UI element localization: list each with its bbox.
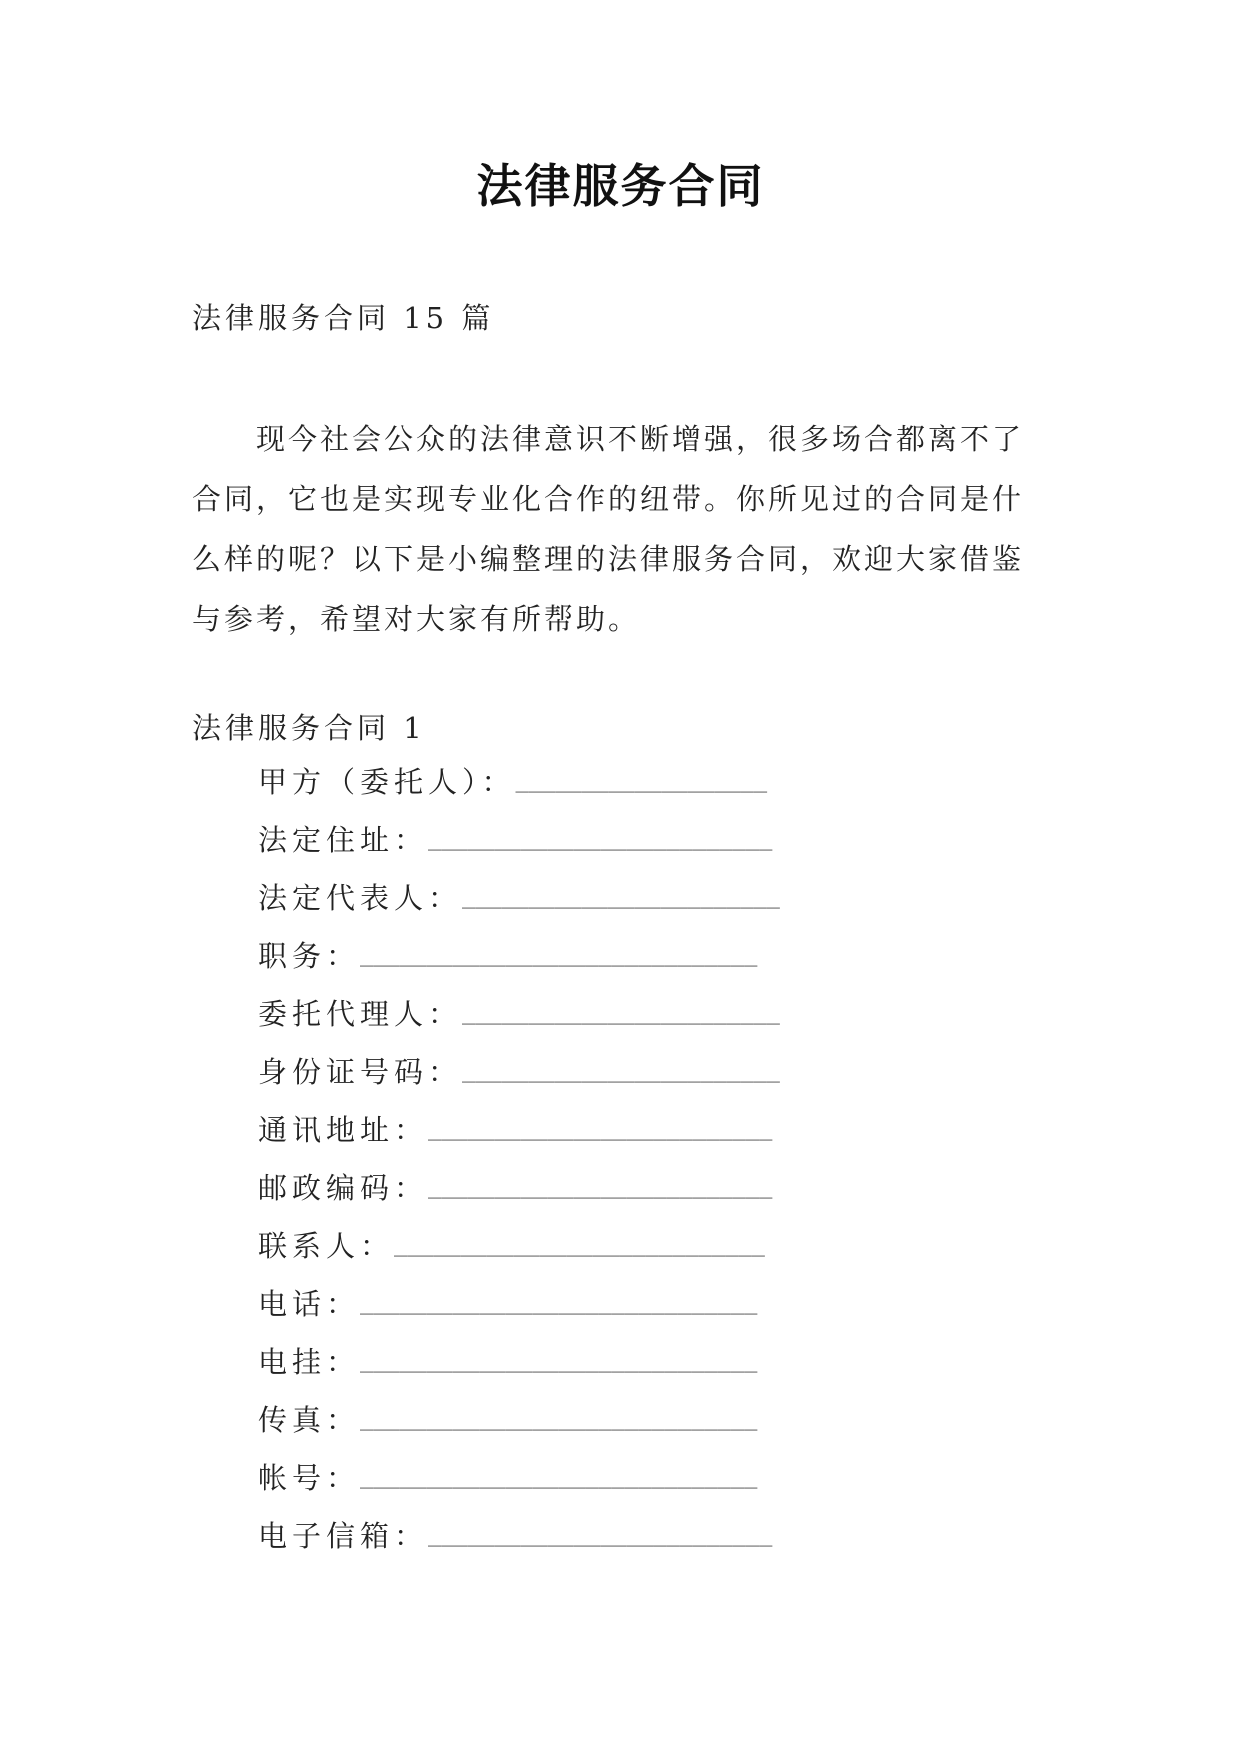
field-label: 通讯地址：: [258, 1113, 429, 1147]
field-label: 职务：: [258, 939, 361, 973]
field-row-legal-representative: [258, 876, 780, 934]
field-row-mailing-address: [258, 1108, 780, 1166]
field-label: 帐号：: [258, 1461, 361, 1495]
field-blank-line: __________________________: [428, 1522, 773, 1547]
field-label: 法定住址：: [258, 823, 429, 857]
field-label: 委托代理人：: [258, 997, 463, 1031]
field-row-fax: [258, 1398, 780, 1456]
field-blank-line: ______________________________: [360, 1406, 758, 1431]
field-blank-line: ___________________: [515, 768, 768, 793]
field-blank-line: ______________________________: [360, 1464, 758, 1489]
field-blank-line: ________________________: [462, 884, 780, 909]
section-heading: 法律服务合同 1: [192, 711, 426, 745]
field-label: 法定代表人：: [258, 881, 463, 915]
field-blank-line: ______________________________: [360, 1348, 758, 1373]
document-title: 法律服务合同: [476, 159, 765, 213]
intro-paragraph: 现今社会公众的法律意识不断增强，很多场合都离不了合同，它也是实现专业化合作的纽带。你所见过的合同是什么样的呢？以下是小编整理的法律服务合同，欢迎大家借鉴与参考，希望对大家有所帮助。: [192, 422, 1025, 636]
field-row-account-number: [258, 1456, 780, 1514]
field-blank-line: ______________________________: [360, 1290, 758, 1315]
field-blank-line: __________________________: [428, 826, 773, 851]
document-subtitle: 法律服务合同 15 篇: [192, 301, 495, 335]
field-row-postal-code: [258, 1166, 780, 1224]
field-label: 电挂：: [258, 1345, 361, 1379]
field-label: 邮政编码：: [258, 1171, 429, 1205]
field-blank-line: ______________________________: [360, 942, 758, 967]
field-label: 甲方（委托人）：: [258, 765, 516, 799]
field-label: 传真：: [258, 1403, 361, 1437]
field-row-authorized-agent: [258, 992, 780, 1050]
field-label: 电子信箱：: [258, 1519, 429, 1553]
field-row-phone: [258, 1282, 780, 1340]
field-row-legal-address: [258, 818, 780, 876]
field-label: 电话：: [258, 1287, 361, 1321]
field-row-email: [258, 1514, 780, 1572]
field-row-id-number: [258, 1050, 780, 1108]
field-label: 联系人：: [258, 1229, 395, 1263]
field-row-telegraph: [258, 1340, 780, 1398]
party-a-field-list: [258, 760, 780, 1572]
field-row-client: [258, 760, 780, 818]
field-blank-line: ____________________________: [394, 1232, 765, 1257]
field-label: 身份证号码：: [258, 1055, 463, 1089]
field-row-position: [258, 934, 780, 992]
field-blank-line: __________________________: [428, 1116, 773, 1141]
field-blank-line: ________________________: [462, 1058, 780, 1083]
field-blank-line: __________________________: [428, 1174, 773, 1199]
field-row-contact-person: [258, 1224, 780, 1282]
field-blank-line: ________________________: [462, 1000, 780, 1025]
